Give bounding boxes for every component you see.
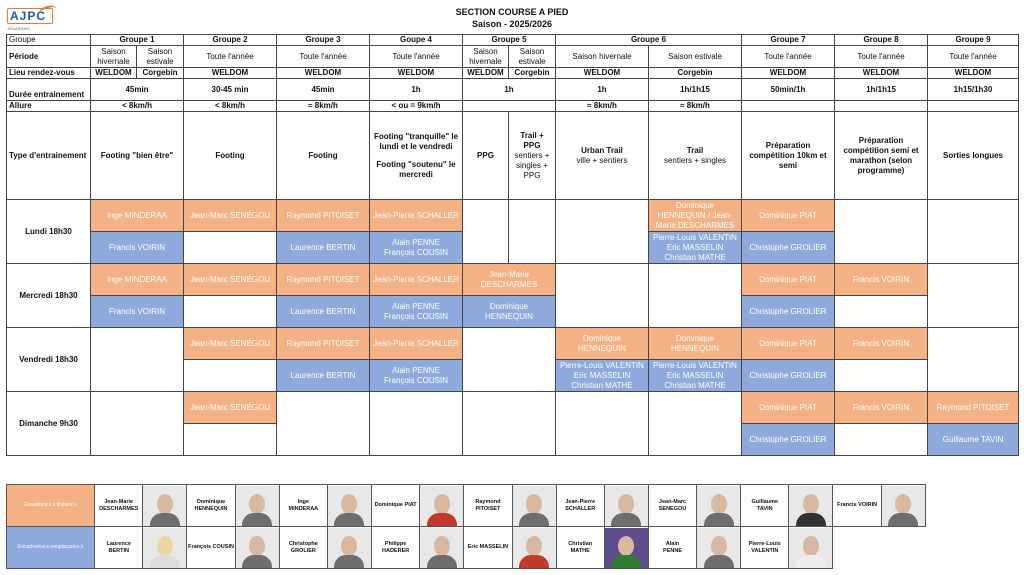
coach-photo: [789, 527, 833, 569]
empty-cell: [928, 328, 1019, 392]
coach-cell: Laurence BERTIN: [277, 296, 370, 328]
periode-cell: Saison estivale: [509, 46, 556, 68]
empty-cell: [835, 424, 928, 456]
coach-cell: Francis VOIRIN: [835, 392, 928, 424]
row-label-allure: Allure: [7, 101, 91, 112]
duree-cell: 1h/1h15: [649, 79, 742, 101]
empty-cell: [928, 264, 1019, 328]
coach-cell-multi: [370, 296, 463, 328]
coach-name: Christian MATHE: [571, 380, 633, 390]
periode-cell: Toute l'année: [370, 46, 463, 68]
coach-photo: [327, 527, 371, 569]
lieu-cell: Corgebin: [649, 68, 742, 79]
type-text: Footing "soutenu" le mercredi: [376, 159, 456, 179]
coach-photo: [512, 527, 556, 569]
coach-name: Eric MASSELIN: [573, 370, 631, 380]
type-cell-group6a: [556, 112, 649, 200]
page-title-block: [0, 6, 1024, 30]
coach-cell: Raymond PITOISET: [277, 328, 370, 360]
legend-row-remplacants: [7, 527, 926, 569]
coach-photo: [881, 485, 925, 527]
lieu-cell: WELDOM: [556, 68, 649, 79]
periode-cell: Toute l'année: [928, 46, 1019, 68]
coach-cell: Francis VOIRIN: [835, 328, 928, 360]
empty-cell: [556, 392, 649, 456]
legend-name: Laurence BERTIN: [95, 527, 143, 569]
type-text: Footing "tranquille" le lundi et le vendredi: [373, 131, 459, 151]
legend-label-titulaires: Encadrant.e.s titulaire.s: [7, 485, 95, 527]
lieu-cell: WELDOM: [277, 68, 370, 79]
coach-photo: [697, 527, 741, 569]
duree-cell: 45min: [277, 79, 370, 101]
coach-cell: Jean-Marc SENEGOU: [184, 392, 277, 424]
mercredi-row-remplacant: [7, 296, 1019, 328]
group-header-5: Groupe 5: [463, 35, 556, 46]
empty-cell: [835, 296, 928, 328]
type-title: Trail: [686, 145, 704, 155]
coach-cell: Jean-Pierre SCHALLER: [370, 328, 463, 360]
allure-cell-empty: [928, 101, 1019, 112]
empty-cell: [835, 200, 928, 264]
duree-cell: 1h: [370, 79, 463, 101]
coach-photo: [512, 485, 556, 527]
periode-cell: Saison hivernale: [463, 46, 509, 68]
group-header-8: Groupe 8: [835, 35, 928, 46]
coach-name: Alain PENNE: [392, 237, 440, 247]
lieu-row: [7, 68, 1019, 79]
coach-cell: Francis VOIRIN: [835, 264, 928, 296]
type-cell: PPG: [463, 112, 509, 200]
empty-cell: [463, 392, 556, 456]
type-detail: ville + sentiers: [576, 155, 628, 165]
group-header-3: Groupe 3: [277, 35, 370, 46]
coach-photo: [235, 485, 279, 527]
coach-name: Eric MASSELIN: [666, 370, 724, 380]
coach-cell-multi: [649, 232, 742, 264]
dimanche-row-titulaire: [7, 392, 1019, 424]
lieu-cell: WELDOM: [463, 68, 509, 79]
coach-cell: Christophe GROLIER: [742, 424, 835, 456]
empty-cell: [91, 328, 184, 392]
duree-cell: 1h15/1h30: [928, 79, 1019, 101]
coach-photo: [789, 485, 833, 527]
coach-name: Pierre-Louis VALENTIN: [653, 360, 737, 370]
day-label-mercredi: Mercredi 18h30: [7, 264, 91, 328]
type-detail: sentiers + singles + PPG: [514, 150, 550, 180]
coach-cell: Laurence BERTIN: [277, 360, 370, 392]
coach-cell: Jean-Pierre SCHALLER: [370, 264, 463, 296]
periode-cell: Saison estivale: [137, 46, 184, 68]
duree-cell: 1h: [556, 79, 649, 101]
empty-cell: [370, 392, 463, 456]
coach-cell: Jean-Marc SENEGOU: [184, 264, 277, 296]
coach-name: Christian MATHE: [664, 380, 726, 390]
coach-photo: [327, 485, 371, 527]
periode-cell: Toute l'année: [277, 46, 370, 68]
coach-cell: Inge MINDERAA: [91, 264, 184, 296]
allure-cell: ≈ 8km/h: [556, 101, 649, 112]
empty-cell: [277, 392, 370, 456]
coach-name: François COUSIN: [383, 375, 448, 385]
coach-photo: [143, 527, 187, 569]
group-header-2: Groupe 2: [184, 35, 277, 46]
empty-cell: [556, 264, 649, 328]
coach-name: Alain PENNE: [392, 301, 440, 311]
coach-cell-multi: [556, 360, 649, 392]
lieu-cell: WELDOM: [928, 68, 1019, 79]
coach-photo: [604, 527, 648, 569]
coach-cell: Dominique PIAT: [742, 392, 835, 424]
lieu-cell: WELDOM: [370, 68, 463, 79]
empty-cell: [184, 424, 277, 456]
type-cell: Sorties longues: [928, 112, 1019, 200]
type-cell-group5b: [509, 112, 556, 200]
lieu-cell: Corgebin: [137, 68, 184, 79]
coach-photo: [604, 485, 648, 527]
allure-cell: ≈ 8km/h: [277, 101, 370, 112]
periode-cell: Saison estivale: [649, 46, 742, 68]
legend-empty: [833, 527, 926, 569]
coach-cell: Raymond PITOISET: [277, 264, 370, 296]
group-header-7: Groupe 7: [742, 35, 835, 46]
lieu-cell: WELDOM: [91, 68, 137, 79]
allure-cell-empty: [835, 101, 928, 112]
empty-cell: [463, 200, 509, 264]
lieu-cell: Corgebin: [509, 68, 556, 79]
periode-cell: Toute l'année: [184, 46, 277, 68]
coach-cell: Laurence BERTIN: [277, 232, 370, 264]
legend-name: Pierre-Louis VALENTIN: [741, 527, 789, 569]
empty-cell: [509, 200, 556, 264]
legend-name: Inge MINDERAA: [279, 485, 327, 527]
row-label-type: Type d'entrainement: [7, 112, 91, 200]
coach-cell: Dominique HENNEQUIN / Jean-Marie DESCHARMES: [649, 200, 742, 232]
coach-name: Pierre-Louis VALENTIN: [653, 232, 737, 242]
allure-cell-empty: [463, 101, 556, 112]
allure-cell: < 8km/h: [184, 101, 277, 112]
coach-cell: Dominique PIAT: [742, 264, 835, 296]
coach-cell-multi: [370, 360, 463, 392]
coach-cell: Christophe GROLIER: [742, 296, 835, 328]
coach-photo: [420, 485, 464, 527]
page-subtitle: Saison - 2025/2026: [471, 19, 553, 29]
legend-row-titulaires: [7, 485, 926, 527]
legend-name: Dominique PIAT: [372, 485, 420, 527]
lieu-cell: WELDOM: [184, 68, 277, 79]
coach-cell-multi: [370, 232, 463, 264]
logo-text: AJPC: [10, 9, 47, 23]
coach-name: François COUSIN: [383, 311, 448, 321]
legend-name: Jean-Marie DESCHARMES: [95, 485, 143, 527]
duree-cell: 1h: [463, 79, 556, 101]
legend-name: Christophe GROLIER: [279, 527, 327, 569]
legend-name: Guillaume TAVIN: [741, 485, 789, 527]
row-label-groupe: Groupe: [7, 35, 91, 46]
allure-cell: < ou = 9km/h: [370, 101, 463, 112]
allure-cell-empty: [742, 101, 835, 112]
coach-cell: Dominique HENNEQUIN: [649, 328, 742, 360]
type-title: Urban Trail: [581, 145, 623, 155]
empty-cell: [835, 360, 928, 392]
type-row: [7, 112, 1019, 200]
logo-subtext: JOUARSAIS: [7, 26, 30, 31]
row-label-lieu: Lieu rendez-vous: [7, 68, 91, 79]
day-label-lundi: Lundi 18h30: [7, 200, 91, 264]
coach-cell: Jean-Pierre SCHALLER: [370, 200, 463, 232]
empty-cell: [649, 392, 742, 456]
coach-name: Eric MASSELIN: [666, 242, 724, 252]
empty-cell: [184, 232, 277, 264]
periode-cell: Toute l'année: [742, 46, 835, 68]
vendredi-row-titulaire: [7, 328, 1019, 360]
legend-name: Jean-Marc SENEGOU: [648, 485, 696, 527]
type-detail: sentiers + singles: [663, 155, 727, 165]
group-header-6: Groupe 6: [556, 35, 742, 46]
legend-name: François COUSIN: [187, 527, 235, 569]
type-cell-group6b: [649, 112, 742, 200]
empty-cell: [184, 296, 277, 328]
duree-cell: 45min: [91, 79, 184, 101]
coach-cell: Raymond PITOISET: [277, 200, 370, 232]
legend-name: Francis VOIRIN: [833, 485, 881, 527]
coach-photo: [420, 527, 464, 569]
row-label-duree: Durée entrainement: [7, 79, 91, 101]
coach-name: Pierre-Louis VALENTIN: [560, 360, 644, 370]
periode-cell: Saison hivernale: [91, 46, 137, 68]
legend-label-remplacants: Encadrant.e.s remplaçant.e.s: [7, 527, 95, 569]
duree-cell: 30-45 min: [184, 79, 277, 101]
coach-cell: Jean-Marc SENEGOU: [184, 328, 277, 360]
coach-cell: Dominique PIAT: [742, 328, 835, 360]
legend-table: [6, 484, 926, 569]
coach-cell-multi: [649, 360, 742, 392]
group-header-9: Groupe 9: [928, 35, 1019, 46]
allure-cell: ≈ 8km/h: [649, 101, 742, 112]
day-label-dimanche: Dimanche 9h30: [7, 392, 91, 456]
lieu-cell: WELDOM: [835, 68, 928, 79]
coach-cell: Christophe GROLIER: [742, 360, 835, 392]
coach-cell: Guillaume TAVIN: [928, 424, 1019, 456]
type-cell: Footing: [277, 112, 370, 200]
coach-cell: Dominique HENNEQUIN: [556, 328, 649, 360]
empty-cell: [463, 328, 556, 392]
groups-row: [7, 35, 1019, 46]
empty-cell: [184, 360, 277, 392]
lundi-row-titulaire: [7, 200, 1019, 232]
allure-cell: < 8km/h: [91, 101, 184, 112]
legend-name: Alain PENNE: [648, 527, 696, 569]
coach-cell: Jean-Marie DESCHARMES: [463, 264, 556, 296]
coach-name: François COUSIN: [383, 247, 448, 257]
coach-cell: Inge MINDERAA: [91, 200, 184, 232]
allure-row: [7, 101, 1019, 112]
schedule-table: [6, 34, 1019, 456]
mercredi-row-titulaire: [7, 264, 1019, 296]
coach-cell: Dominique PIAT: [742, 200, 835, 232]
duree-row: [7, 79, 1019, 101]
coach-name: Alain PENNE: [392, 365, 440, 375]
duree-cell: 50min/1h: [742, 79, 835, 101]
coach-cell: Raymond PITOISET: [928, 392, 1019, 424]
type-cell: Footing "bien être": [91, 112, 184, 200]
lieu-cell: WELDOM: [742, 68, 835, 79]
empty-cell: [91, 392, 184, 456]
group-header-4: Goupe 4: [370, 35, 463, 46]
type-cell: Préparation compétition 10km et semi: [742, 112, 835, 200]
duree-cell: 1h/1h15: [835, 79, 928, 101]
coach-photo: [235, 527, 279, 569]
legend-name: Eric MASSELIN: [464, 527, 512, 569]
legend-name: Raymond PITOISET: [464, 485, 512, 527]
empty-cell: [928, 200, 1019, 264]
coach-cell: Christophe GROLIER: [742, 232, 835, 264]
periode-cell: Saison hivernale: [556, 46, 649, 68]
type-cell: Footing: [184, 112, 277, 200]
empty-cell: [649, 264, 742, 328]
legend-name: Dominique HENNEQUIN: [187, 485, 235, 527]
periode-row: [7, 46, 1019, 68]
legend-name: Philippe HADERER: [372, 527, 420, 569]
legend-name: Jean-Pierre SCHALLER: [556, 485, 604, 527]
row-label-periode: Période: [7, 46, 91, 68]
coach-cell: Dominique HENNEQUIN: [463, 296, 556, 328]
coach-name: Christian MATHE: [664, 252, 726, 262]
legend-name: Christian MATHE: [556, 527, 604, 569]
type-title: Trail + PPG: [520, 130, 544, 150]
coach-photo: [143, 485, 187, 527]
coach-cell: Francis VOIRIN: [91, 232, 184, 264]
coaches-legend: [6, 484, 926, 570]
coach-cell: Jean-Marc SENEGOU: [184, 200, 277, 232]
day-label-vendredi: Vendredi 18h30: [7, 328, 91, 392]
type-cell: Préparation compétition semi et marathon (selon programme): [835, 112, 928, 200]
type-cell-group4: [370, 112, 463, 200]
group-header-1: Groupe 1: [91, 35, 184, 46]
page-title: SECTION COURSE A PIED: [455, 7, 569, 17]
coach-photo: [697, 485, 741, 527]
coach-cell: Francis VOIRIN: [91, 296, 184, 328]
periode-cell: Toute l'année: [835, 46, 928, 68]
empty-cell: [556, 200, 649, 264]
